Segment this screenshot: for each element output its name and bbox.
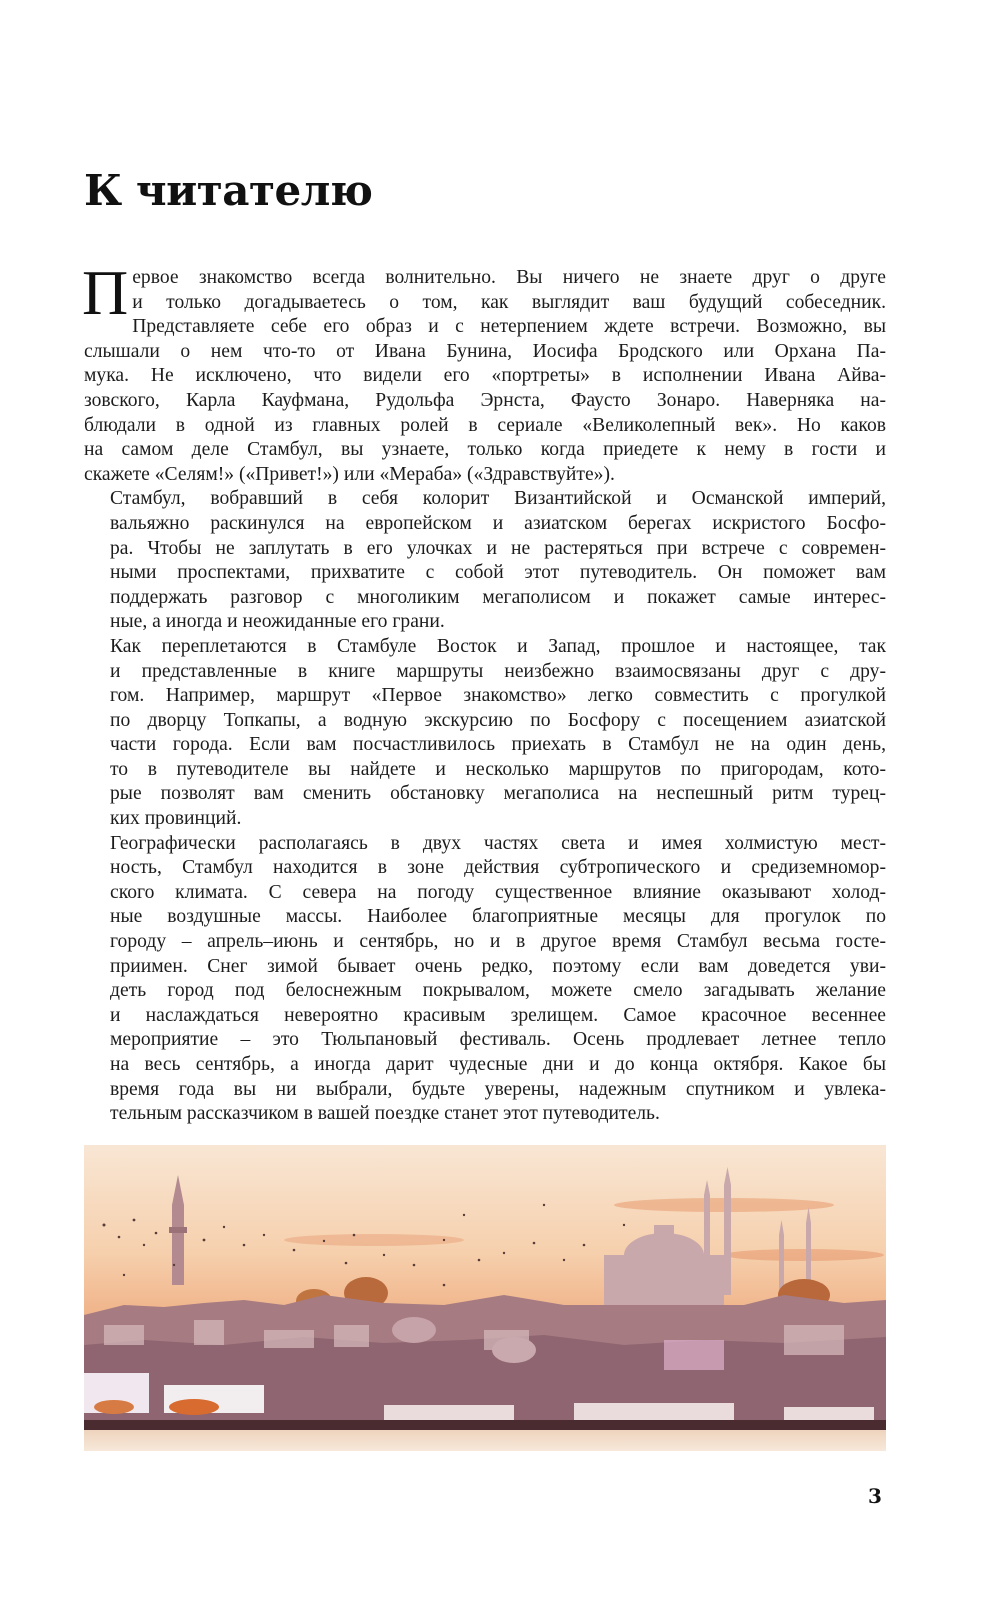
text-line: на весь сентябрь, а иногда дарит чудесные дни и до конца октября. Какое бы (110, 1054, 886, 1075)
text-line: и только догадываетесь о том, как выглядит ваш будущий собеседник. (132, 291, 886, 313)
paragraph-1 (82, 257, 886, 487)
text-line: городу – апрель–июнь и сентябрь, но и в другое время Стамбул весьма госте- (110, 931, 886, 953)
text-line: ра. Чтобы не заплутать в его улочках и не растеряться при встрече с современ- (110, 537, 886, 559)
text-line: скажете «Селям!» («Привет!») или «Мераба» («Здравствуйте»). (84, 463, 615, 485)
paragraph-4 (84, 832, 886, 1127)
istanbul-skyline-photo (84, 1145, 886, 1451)
text-line: ервое знакомство всегда волнительно. Вы ничего не знаете друг о друге (132, 267, 886, 288)
text-line: гом. Например, маршрут «Первое знакомство» легко совместить с прогулкой (110, 685, 886, 707)
text-line: ные воздушные массы. Наиболее благоприятные месяцы для прогулок по (110, 906, 886, 928)
text-line: и наслаждаться невероятно красивым зрелищем. Самое красочное весеннее (110, 1004, 886, 1026)
text-line: ких провинций. (110, 808, 242, 830)
page-number: 3 (868, 1484, 882, 1508)
text-line: приимен. Снег зимой бывает очень редко, поэтому если вам доведется уви- (110, 955, 886, 977)
page-title: К читателю (84, 166, 373, 215)
text-line: слышали о нем что-то от Ивана Бунина, Иосифа Бродского или Орхана Па- (84, 340, 886, 362)
text-line: ными проспектами, прихватите с собой этот путеводитель. Он поможет вам (110, 562, 886, 584)
text-line: поддержать разговор с многоликим мегаполисом и покажет самые интерес- (110, 586, 886, 608)
text-line: блюдали в одной из главных ролей в сериале «Великолепный век». Но каков (84, 414, 886, 436)
text-line: тельным рассказчиком в вашей поездке станет этот путеводитель. (110, 1103, 660, 1125)
text-line: ского климата. С севера на погоду существенное влияние оказывают холод- (110, 881, 886, 903)
text-line: и представленные в книге маршруты неизбежно взаимосвязаны друг с дру- (110, 660, 886, 682)
drop-cap: П (82, 257, 129, 328)
text-line: деть город под белоснежным покрывалом, можете смело загадывать желание (110, 980, 886, 1002)
text-line: зовского, Карла Кауфмана, Рудольфа Эрнста, Фаусто Зонаро. Наверняка на- (84, 389, 886, 411)
text-line: Представляете себе его образ и с нетерпением ждете встречи. Возможно, вы (132, 316, 886, 338)
text-line: по дворцу Топкапы, а водную экскурсию по Босфору с посещением азиатской (110, 709, 886, 731)
text-line: части города. Если вам посчастливилось приехать в Стамбул не на один день, (110, 734, 886, 756)
text-line: на самом деле Стамбул, вы узнаете, только когда приедете к нему в гости и (84, 439, 886, 461)
article-body (82, 257, 886, 1127)
text-line: время года вы ни выбрали, будьте уверены, надежным спутником и увлека- (110, 1078, 886, 1100)
text-line: мероприятие – это Тюльпановый фестиваль. Осень продлевает летнее тепло (110, 1029, 886, 1051)
text-line: Как переплетаются в Стамбуле Восток и Запад, прошлое и настоящее, так (110, 635, 886, 657)
text-line: ные, а иногда и неожиданные его грани. (110, 611, 445, 633)
text-line: ность, Стамбул находится в зоне действия субтропического и средиземномор- (110, 857, 886, 879)
skyline-illustration (84, 1145, 886, 1451)
text-line: Стамбул, вобравший в себя колорит Византийской и Османской империй, (110, 488, 886, 510)
text-line: вальяжно раскинулся на европейском и азиатском берегах искристого Босфо- (110, 512, 886, 534)
text-line: Географически располагаясь в двух частях света и имея холмистую мест- (110, 832, 886, 854)
paragraph-3 (84, 635, 886, 832)
text-line: мука. Не исключено, что видели его «портреты» в исполнении Ивана Айва- (84, 365, 886, 387)
text-line: рые позволят вам сменить обстановку мегаполиса на неспешный ритм турец- (110, 783, 886, 805)
text-line: то в путеводителе вы найдете и несколько маршрутов по пригородам, кото- (110, 758, 886, 780)
paragraph-2 (84, 487, 886, 635)
